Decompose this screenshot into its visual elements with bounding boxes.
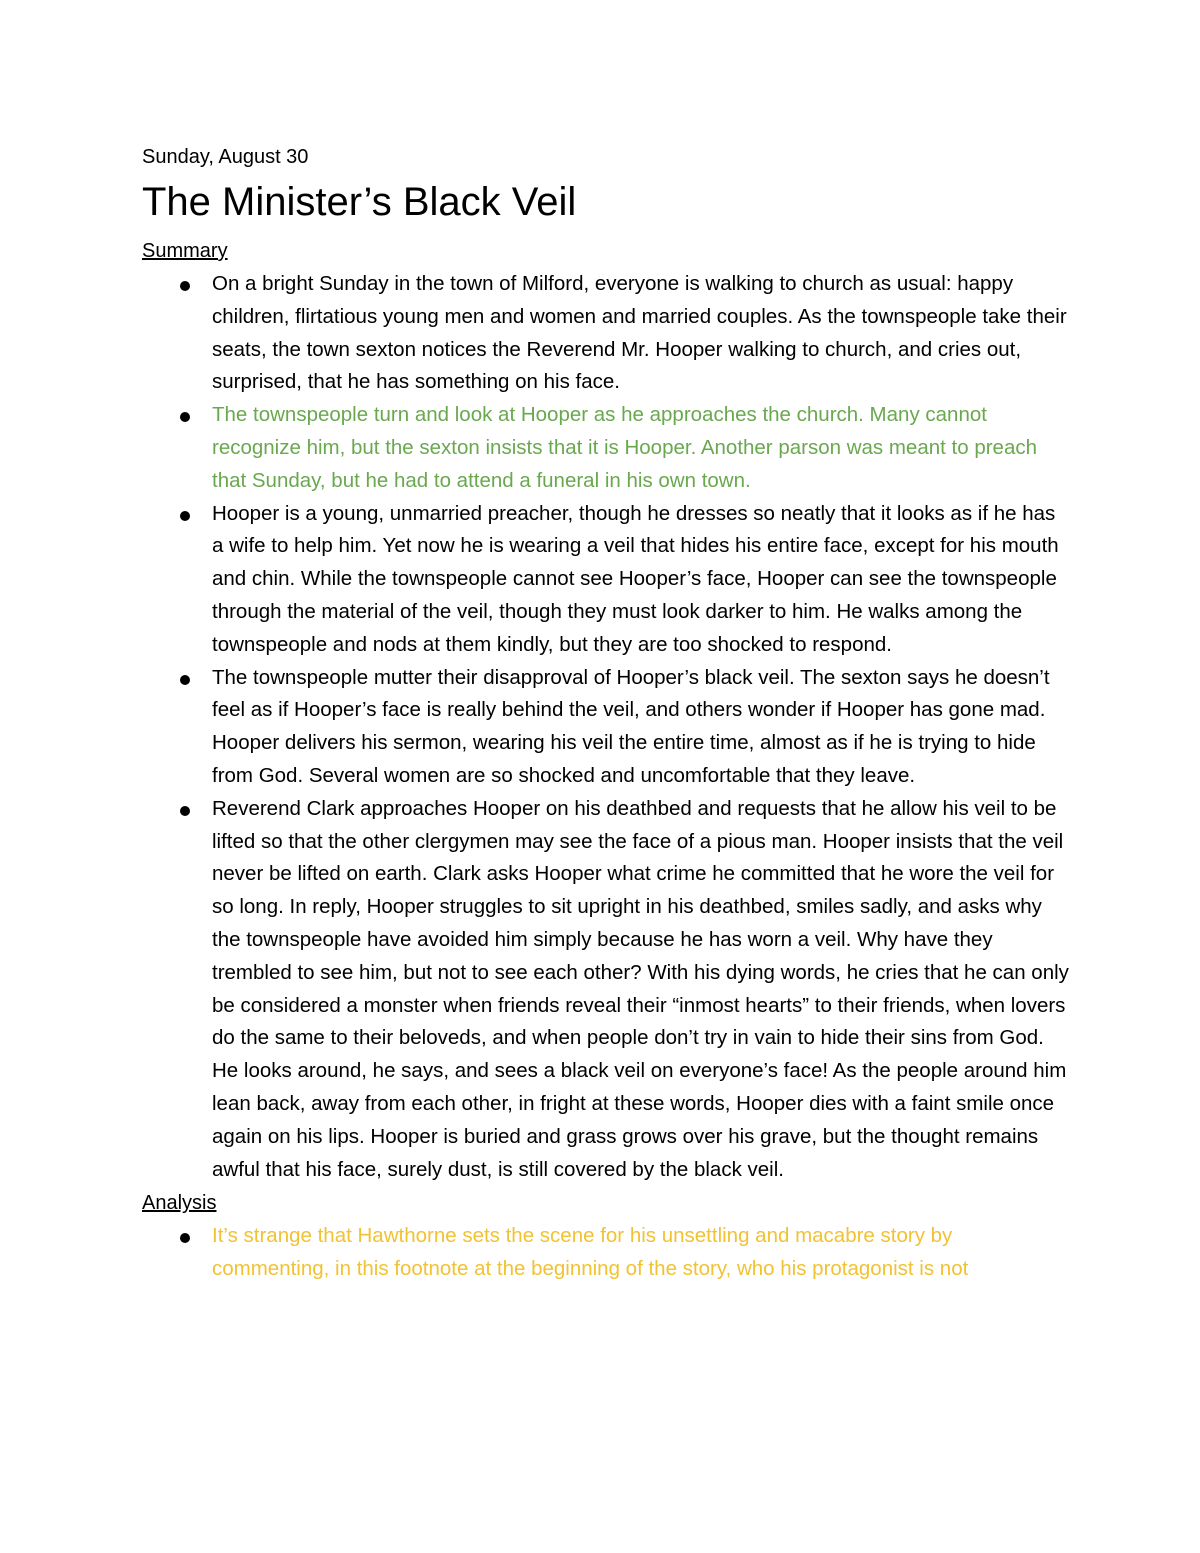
- bullet-icon: [180, 1233, 190, 1243]
- document-date: Sunday, August 30: [142, 146, 309, 168]
- bullet-icon: [180, 412, 190, 422]
- list-item: [142, 498, 1072, 662]
- summary-list: [142, 268, 1072, 1186]
- list-item-text: Hooper is a young, unmarried preacher, though he dresses so neatly that it looks as if he has a wife to help him. Yet now he is wearing a veil that hides his entire face, except for his mouth and chin. While the townspeople cannot see Hooper’s face, Hooper can see the townspeople through the material of the veil, though they must look darker to him. He walks among the townspeople and nods at them kindly, but they are too shocked to respond.: [212, 501, 1059, 656]
- document-page: [142, 140, 1072, 1286]
- list-item: [142, 399, 1072, 497]
- bullet-icon: [180, 675, 190, 685]
- list-item: [142, 662, 1072, 793]
- list-item-text: On a bright Sunday in the town of Milford, everyone is walking to church as usual: happy children, flirtatious young men and women and married couples. As the townspeople take their seats, the town sexton notices the Reverend Mr. Hooper walking to church, and cries out, surprised, that he has something on his face.: [212, 272, 1067, 394]
- list-item-text: The townspeople mutter their disapproval of Hooper’s black veil. The sexton says he doesn’t feel as if Hooper’s face is really behind the veil, and others wonder if Hooper has gone mad. Hooper delivers his sermon, wearing his veil the entire time, almost as if he is trying to hide from God. Several women are so shocked and uncomfortable that they leave.: [212, 665, 1050, 787]
- list-item-text: The townspeople turn and look at Hooper as he approaches the church. Many cannot recognize him, but the sexton insists that it is Hooper. Another parson was meant to preach that Sunday, but he had to attend a funeral in his own town.: [212, 403, 1038, 492]
- list-item-text: Reverend Clark approaches Hooper on his deathbed and requests that he allow his veil to be lifted so that the other clergymen may see the face of a pious man. Hooper insists that the veil never be lifted on earth. Clark asks Hooper what crime he committed that he wore the veil for so long. In reply, Hooper struggles to sit upright in his deathbed, smiles sadly, and asks why the townspeople have avoided him simply because he has worn a veil. Why have they trembled to see him, but not to see each other? With his dying words, he cries that he can only be considered a monster when friends reveal their “inmost hearts” to their friends, when lovers do the same to their beloveds, and when people don’t try in vain to hide their sins from God. He looks around, he says, and sees a black veil on everyone’s face! As the people around him lean back, away from each other, in fright at these words, Hooper dies with a faint smile once again on his lips. Hooper is buried and grass grows over his grave, but the thought remains awful that his face, surely dust, is still covered by the black veil.: [212, 796, 1069, 1181]
- summary-heading: Summary: [142, 240, 228, 262]
- bullet-icon: [180, 511, 190, 521]
- bullet-icon: [180, 281, 190, 291]
- list-item-text: It’s strange that Hawthorne sets the scene for his unsettling and macabre story by commenting, in this footnote at the beginning of the story, who his protagonist is not: [212, 1224, 969, 1281]
- bullet-icon: [180, 806, 190, 816]
- list-item: [142, 268, 1072, 399]
- list-item: [142, 793, 1072, 1187]
- list-item: [142, 1220, 1072, 1286]
- document-title: The Minister’s Black Veil: [142, 180, 577, 224]
- analysis-list: [142, 1220, 1072, 1286]
- analysis-heading: Analysis: [142, 1192, 217, 1215]
